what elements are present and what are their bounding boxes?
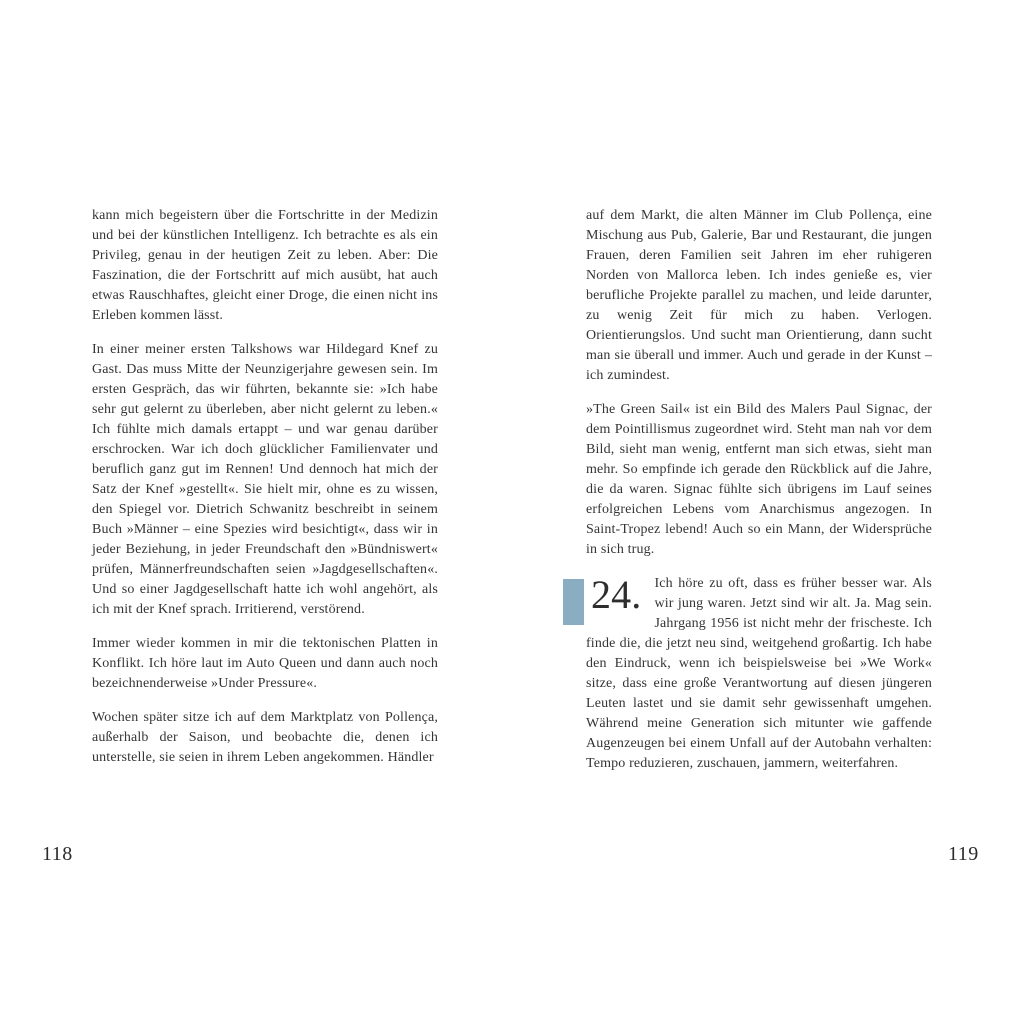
paragraph: kann mich begeistern über die Fortschritte in der Medizin und bei der künstlichen Intelligenz. Ich betrachte es als ein Privileg, genau in der heutigen Zeit zu leben. Aber: Die Faszination, die der Fortschritt auf mich ausübt, hat auch etwas Rauschhaftes, gleicht einer Droge, die einen nicht ins Erleben kommen lässt. [92,208,438,323]
paragraph: auf dem Markt, die alten Männer im Club Pollença, eine Mischung aus Pub, Galerie, Bar und Restaurant, die jungen Frauen, deren Familien seit Jahren im eher ruhigeren Norden von Mallorca leben. Ich indes genieße es, vier berufliche Projekte parallel zu machen, und leide darunter, zu wenig Zeit für mich zu haben. Verlogen. Orientierungslos. Und sucht man Orientierung, dann sucht man sie überall und immer. Auch und gerade in der Kunst – ich zumindest. [586,208,932,383]
paragraph: »The Green Sail« ist ein Bild des Malers Paul Signac, der dem Pointillismus zugeordnet wird. Steht man nah vor dem Bild, sieht man wenig, entfernt man sich etwas, sieht man mehr. So empfinde ich gerade den Rückblick auf die Jahre, die da waren. Signac fühlte sich übrigens im Lauf seines erfolgreichen Lebens vom Anarchismus angezogen. In Saint-Tropez lebend! Auch so ein Mann, der Widersprüche in sich trug. [586,402,932,557]
right-page-text-column [586,206,932,774]
paragraph: Immer wieder kommen in mir die tektonischen Platten in Konflikt. Ich höre laut im Auto Queen und dann auch noch bezeichnenderweise »Under Pressure«. [92,636,438,691]
paragraph: Wochen später sitze ich auf dem Marktplatz von Pollença, außerhalb der Saison, und beobachte die, denen ich unterstelle, sie seien in ihrem Leben angekommen. Händler [92,710,438,765]
left-page-text-column [92,206,438,768]
section-24 [586,574,932,774]
paragraph: In einer meiner ersten Talkshows war Hildegard Knef zu Gast. Das muss Mitte der Neunzigerjahre gewesen sein. Im ersten Gespräch, das wir führten, bekannte sie: »Ich habe sehr gut gelernt zu überleben, aber nicht gelernt zu leben.« Ich fühlte mich damals ertappt – und war genau darüber erschrocken. War ich doch glücklicher Familienvater und beruflich ganz gut im Rennen! Und dennoch hat mich der Satz der Knef »gestellt«. Sie hielt mir, ohne es zu wissen, den Spiegel vor. Dietrich Schwanitz beschreibt in seinem Buch »Männer – eine Spezies wird besichtigt«, dass wir in jeder Beziehung, in jeder Freundschaft den »Bündniswert« prüfen, Männerfreundschaften seien »Jagdgesellschaften«. Und so einer Jagdgesellschaft hatte ich wohl angehört, als ich mit der Knef sprach. Irritierend, verstörend. [92,342,438,617]
paragraph [586,574,932,774]
page-number-left: 118 [42,843,73,865]
page-number-right: 119 [948,843,979,865]
section-marker [563,579,584,625]
section-number: 24. [591,572,642,617]
section-text: Ich höre zu oft, dass es früher besser war. Als wir jung waren. Jetzt sind wir alt. Ja. Mag sein. Jahrgang 1956 ist nicht mehr der frischeste. Ich finde die, die jetzt neu sind, weitgehend großartig. Ich habe den Eindruck, wenn ich beispielsweise bei »We Work« sitze, dass eine große Verantwortung auf diesen jüngeren Leuten lastet und sie damit sehr gewissenhaft umgehen. Während meine Generation sich mitunter wie gaffende Augenzeugen bei einem Unfall auf der Autobahn verhalten: Tempo reduzieren, zuschauen, jammern, weiterfahren. [586,576,932,771]
